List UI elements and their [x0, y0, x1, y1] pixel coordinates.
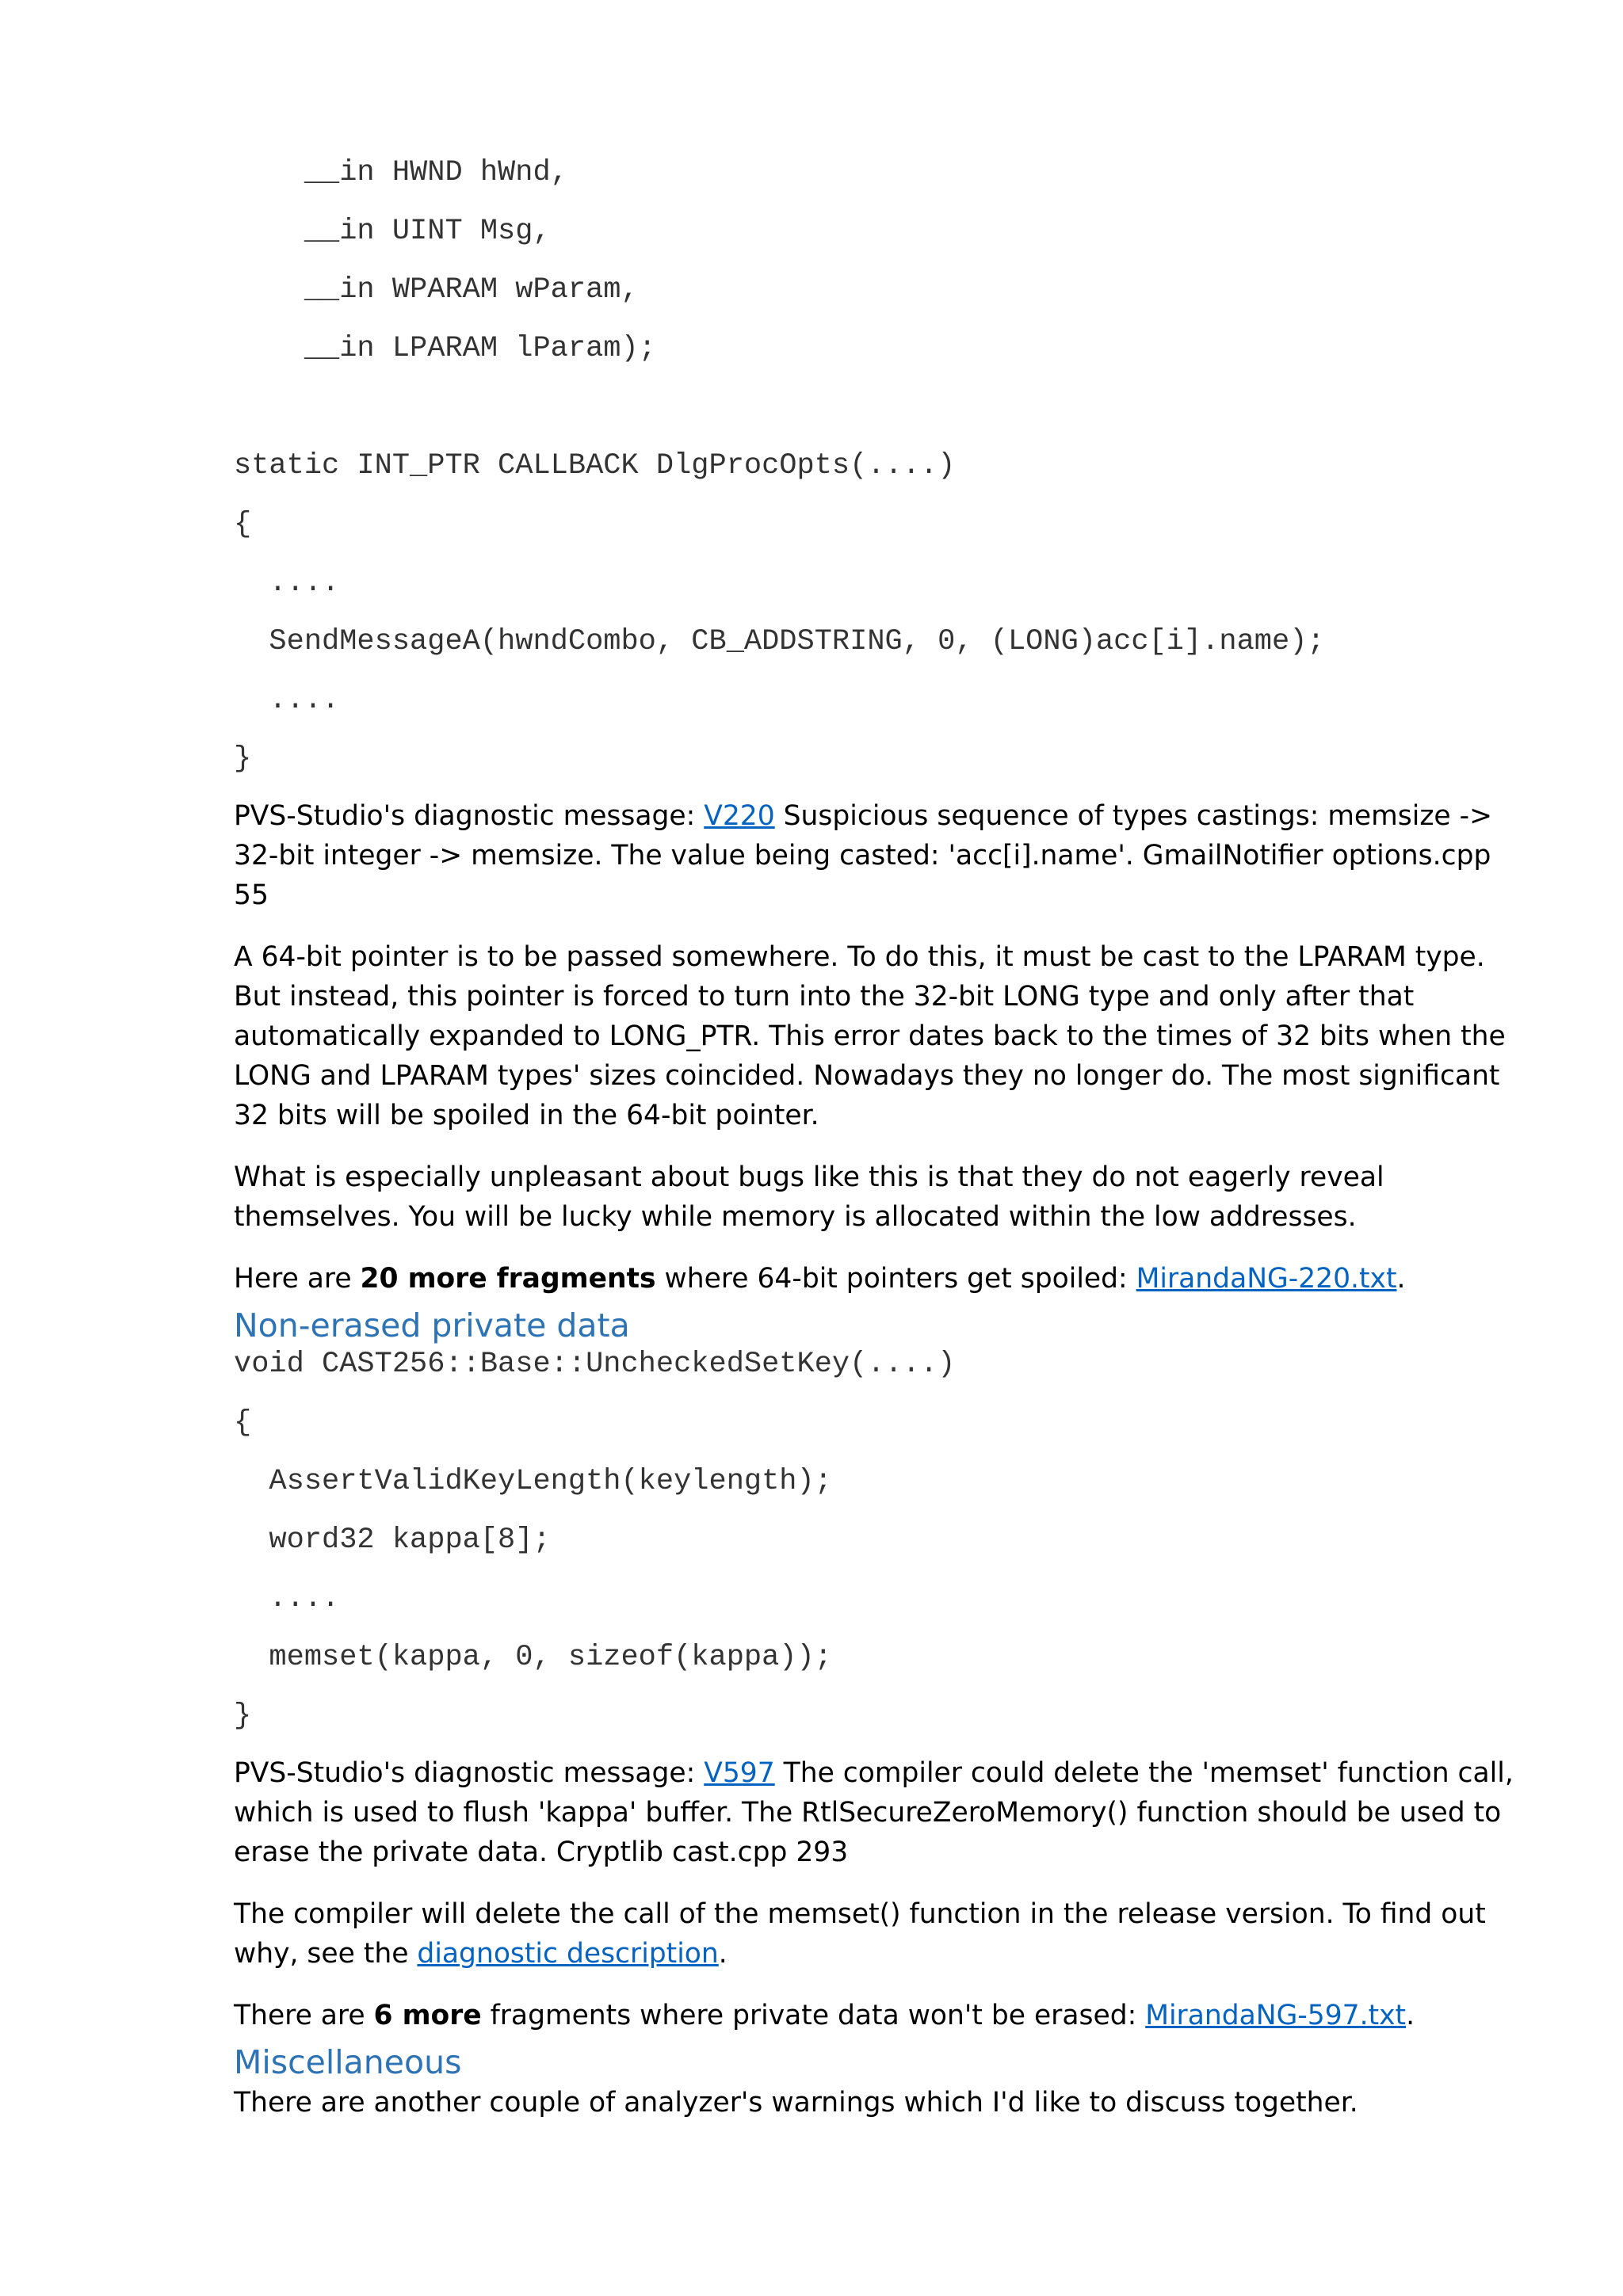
- code-line: {: [234, 1406, 252, 1440]
- text: There are another couple of analyzer's warnings which I'd like to discuss together.: [234, 2087, 1358, 2119]
- mirandang-597-link[interactable]: MirandaNG-597.txt: [1145, 2000, 1407, 2031]
- code-line: ....: [234, 684, 340, 717]
- paragraph-compiler-delete: [234, 1894, 1518, 1974]
- code-line: __in WPARAM wParam,: [234, 273, 639, 307]
- code-line: SendMessageA(hwndCombo, CB_ADDSTRING, 0, (LONG)acc[i].name);: [234, 625, 1325, 658]
- code-line: memset(kappa, 0, sizeof(kappa));: [234, 1641, 832, 1674]
- text: The compiler will delete the call of the memset() function in the release version. To find out why, see the: [234, 1898, 1486, 1970]
- text: .: [1396, 1263, 1406, 1295]
- paragraph-6-more-fragments: [234, 1996, 1518, 2035]
- text: PVS-Studio's diagnostic message:: [234, 800, 705, 832]
- text: PVS-Studio's diagnostic message:: [234, 1757, 705, 1789]
- code-line: [234, 378, 1518, 437]
- paragraph-64bit-pointer: [234, 937, 1518, 1135]
- code-line: }: [234, 742, 252, 776]
- diagnostic-message-v597: [234, 1753, 1518, 1872]
- code-line: }: [234, 1699, 252, 1733]
- text: Suspicious sequence of types castings: memsize -> 32-bit integer -> memsize. The value being casted: 'acc[i].name'. GmailNotifier options.cpp 55: [234, 800, 1492, 911]
- text: .: [1406, 2000, 1415, 2031]
- text: where 64-bit pointers get spoiled:: [655, 1263, 1136, 1295]
- code-block-1: [234, 143, 1518, 788]
- code-line: {: [234, 508, 252, 541]
- paragraph-bugs-unpleasant: [234, 1158, 1518, 1237]
- text: fragments where private data won't be erased:: [481, 2000, 1146, 2031]
- diagnostic-description-link[interactable]: diagnostic description: [417, 1938, 719, 1970]
- heading-miscellaneous: Miscellaneous: [234, 2043, 462, 2081]
- code-line: ....: [234, 566, 340, 600]
- text: .: [718, 1938, 727, 1970]
- diagnostic-message-v220: [234, 796, 1518, 915]
- code-line: AssertValidKeyLength(keylength);: [234, 1465, 832, 1498]
- text: There are: [234, 2000, 374, 2031]
- code-line: __in LPARAM lParam);: [234, 332, 656, 365]
- code-line: word32 kappa[8];: [234, 1524, 551, 1557]
- code-line: void CAST256::Base::UncheckedSetKey(....): [234, 1348, 956, 1381]
- mirandang-220-link[interactable]: MirandaNG-220.txt: [1136, 1263, 1397, 1295]
- text: Here are: [234, 1263, 361, 1295]
- paragraph-couple-warnings: [234, 2083, 1518, 2122]
- v220-link[interactable]: V220: [704, 800, 775, 832]
- heading-non-erased-private-data: Non-erased private data: [234, 1306, 630, 1344]
- text: The compiler could delete the 'memset' function call, which is used to flush 'kappa' buffer. The RtlSecureZeroMemory() function should be used to erase the private data. Cryptlib cast.cpp 293: [234, 1757, 1514, 1868]
- code-block-2: [234, 1335, 1518, 1745]
- paragraph-20-more-fragments: [234, 1259, 1518, 1299]
- code-line: __in HWND hWnd,: [234, 156, 568, 189]
- document-page: [234, 0, 1518, 2145]
- bold-text: 6 more: [373, 2000, 482, 2031]
- bold-text: 20 more fragments: [360, 1263, 656, 1295]
- text: A 64-bit pointer is to be passed somewhere. To do this, it must be cast to the LPARAM type. But instead, this pointer is forced to turn into the 32-bit LONG type and only after that automatically expanded to LONG_PTR. This error dates back to the times of 32 bits when the LONG and LPARAM types' sizes coincided. Nowadays they no longer do. The most significant 32 bits will be spoiled in the 64-bit pointer.: [234, 941, 1506, 1131]
- v597-link[interactable]: V597: [704, 1757, 775, 1789]
- code-line: __in UINT Msg,: [234, 215, 551, 248]
- text: What is especially unpleasant about bugs like this is that they do not eagerly reveal themselves. You will be lucky while memory is allocated within the low addresses.: [234, 1161, 1384, 1233]
- code-line: static INT_PTR CALLBACK DlgProcOpts(....): [234, 449, 956, 482]
- code-line: ....: [234, 1582, 340, 1615]
